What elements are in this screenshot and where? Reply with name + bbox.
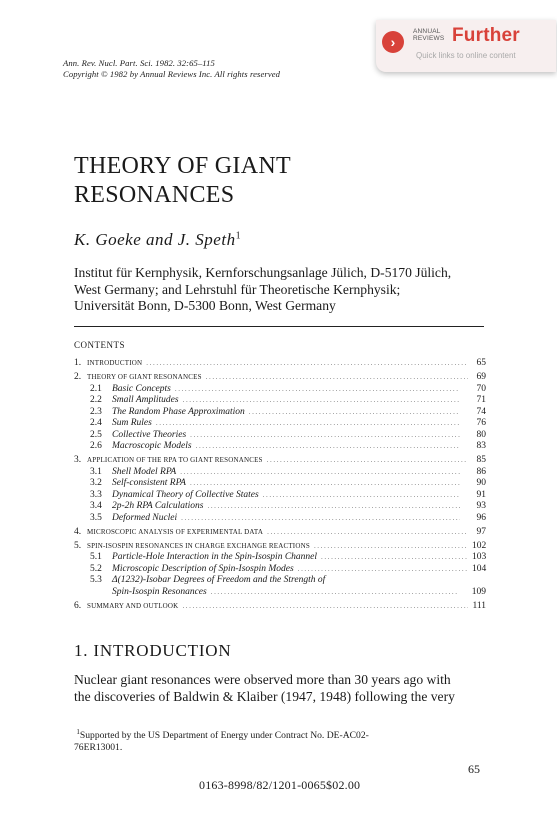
affiliation-line-1: Institut für Kernphysik, Kernforschungsanlage Jülich, D-5170 Jülich, [74,265,452,280]
author-names: K. Goeke and J. Speth [74,230,236,249]
toc-entry[interactable]: 6. SUMMARY AND OUTLOOK ..... 111 [74,601,486,613]
toc-entry[interactable]: 3.2 Self-consistent RPA ..... 90 [74,478,486,490]
further-link-badge[interactable] [376,20,556,72]
footnote-line-2: 76ER13001. [74,742,123,754]
footnote-mark: 1 [76,728,80,736]
toc-entry[interactable]: 3.3 Dynamical Theory of Collective States ..... 91 [74,490,486,502]
toc-entry[interactable]: 2. THEORY OF GIANT RESONANCES ..... 69 [74,372,486,384]
article-title [74,152,291,210]
page-number: 65 [468,762,480,776]
body-line-1: Nuclear giant resonances were observed more than 30 years ago with [74,672,451,687]
toc-entry[interactable]: 3.4 2p-2h RPA Calculations ..... 93 [74,501,486,513]
title-line-2: RESONANCES [74,182,235,208]
toc-entry[interactable]: 5.3 Δ(1232)-Isobar Degrees of Freedom and the Strength of [90,575,326,585]
toc-entry[interactable]: 2.1 Basic Concepts ..... 70 [74,384,486,396]
affiliation-line-3: Universität Bonn, D-5300 Bonn, West Germany [74,298,336,313]
copyright-line: Copyright © 1982 by Annual Reviews Inc. All rights reserved [63,69,281,79]
footnote-line-1: $^1$Supported by the US Department of Energy under Contract No. DE-AC02- [76,728,369,742]
annual-reviews-logo-text: ANNUAL REVIEWS [413,28,445,42]
citation-line: Ann. Rev. Nucl. Part. Sci. 1982. 32:65–115 [63,58,215,68]
toc-entry[interactable]: 2.3 The Random Phase Approximation ..... 74 [74,407,486,419]
toc-entry[interactable]: 2.2 Small Amplitudes ..... 71 [74,395,486,407]
further-word: Further [452,25,520,46]
footnote [74,726,486,754]
toc-entry[interactable]: 5. SPIN-ISOSPIN RESONANCES IN CHARGE EXCHANGE REACTIONS ..... 102 [74,541,486,553]
toc-entry-continued[interactable]: Spin-Isospin Resonances ..... 109 [74,587,486,599]
article-code: 0163-8998/82/1201-0065$02.00 [199,778,361,792]
toc-entry[interactable]: 1. INTRODUCTION ..... 65 [74,358,486,370]
body-line-2: the discoveries of Baldwin & Klaiber (1947, 1948) following the very [74,689,455,704]
further-subtitle: Quick links to online content [416,51,516,60]
toc-entry[interactable]: 2.5 Collective Theories ..... 80 [74,430,486,442]
toc-entry[interactable]: 3. APPLICATION OF THE RPA TO GIANT RESONANCES ..... 85 [74,455,486,467]
toc-entry[interactable]: 5.2 Microscopic Description of Spin-Isospin Modes ..... 104 [74,564,486,576]
toc-entry[interactable]: 3.1 Shell Model RPA ..... 86 [74,467,486,479]
journal-citation [63,58,280,80]
chevron-right-icon: › [382,31,404,53]
toc-entry[interactable]: 3.5 Deformed Nuclei ..... 96 [74,513,486,525]
divider-rule [74,326,484,327]
title-line-1: THEORY OF GIANT [74,153,291,179]
authors [74,230,241,250]
section-heading: 1. INTRODUCTION [74,641,232,660]
table-of-contents [74,358,486,612]
body-paragraph [74,671,486,705]
toc-entry[interactable]: 2.6 Macroscopic Models ..... 83 [74,441,486,453]
toc-entry[interactable]: 4. MICROSCOPIC ANALYSIS OF EXPERIMENTAL DATA ..... 97 [74,527,486,539]
toc-entry[interactable]: 2.4 Sum Rules ..... 76 [74,418,486,430]
contents-heading: CONTENTS [74,340,125,350]
author-footnote-mark: 1 [235,230,242,242]
affiliation-line-2: West Germany; and Lehrstuhl für Theoretische Kernphysik; [74,281,401,297]
affiliation [74,265,494,315]
toc-entry[interactable]: 5.1 Particle-Hole Interaction in the Spin-Isospin Channel ..... 103 [74,552,486,564]
